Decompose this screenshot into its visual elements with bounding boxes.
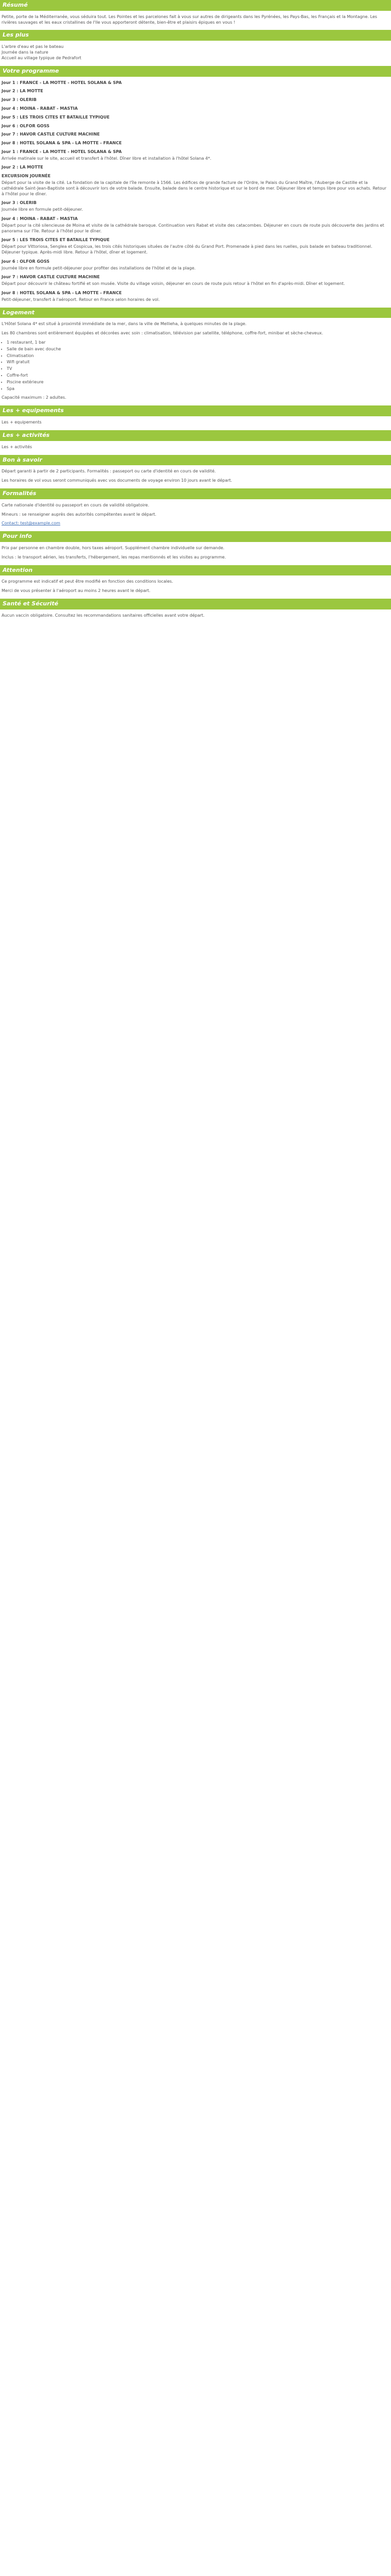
programme-day-text: Départ pour découvrir le château fortifié et son musée. Visite du village voisin, déjeuner en cours de route puis retour à l'hôtel en fin d'après-midi. Dîner et logement. (2, 281, 345, 286)
feature-item: • Wifi gratuit (7, 360, 389, 365)
programme-title: Votre programme (0, 66, 391, 77)
formalites-text: Mineurs : se renseigner auprès des autorités compétentes avant le départ. (2, 512, 157, 517)
programme-day-text: Départ pour Vittoriosa, Senglea et Cospicua, les trois cités historiques situées de l'autre côté du Grand Port. Promenade à pied dans les ruelles, puis balade en bateau traditionnel. Déjeuner typique. Après-midi libre. Retour à l'hôtel, dîner et logement. (2, 244, 372, 255)
logement-title: Logement (0, 308, 391, 318)
plus-body (0, 44, 391, 61)
logement-intro: L'Hôtel Solana 4* est situé à proximité immédiate de la mer, dans la ville de Mellieha, à quelques minutes de la plage. (2, 321, 247, 327)
bonasavoir-text: Les horaires de vol vous seront communiqués avec vos documents de voyage environ 10 jours avant le départ. (2, 478, 232, 483)
attention-text: Ce programme est indicatif et peut être modifié en fonction des conditions locales. (2, 579, 173, 584)
resume-body (0, 14, 391, 26)
programme-day-heading: Jour 2 : LA MOTTE (2, 89, 43, 94)
pourinfo-body (0, 546, 391, 561)
programme-day-text: Départ pour la cité silencieuse de Moina et visite de la cathédrale baroque. Continuation vers Rabat et visite des catacombes. Déjeuner en cours de route puis découverte des jardins et panorama sur l'île. Retour à l'hôtel pour le dîner. (2, 223, 384, 233)
attention-title: Attention (0, 565, 391, 576)
programme-day-heading: Jour 6 : OLFOR GOSS (2, 123, 50, 128)
programme-day-heading: Jour 6 : OLFOR GOSS (2, 259, 50, 264)
feature-item: • Coffre-fort (7, 373, 389, 379)
programme-body (0, 80, 391, 303)
programme-day-heading: Jour 4 : MOINA - RABAT - MASTIA (2, 106, 78, 111)
feature-item: • Climatisation (7, 353, 389, 359)
features-list (2, 340, 389, 392)
bonasavoir-title: Bon à savoir (0, 455, 391, 466)
resume-text: Petite, porte de la Méditerranée, vous séduira tout. Les Pointes et les parcelones fait à vous sur autres de dirigeants dans les Pyrénées, les Pays-Bas, les Français et la Montagne. Les rivières sauvages et les eaux cristallines de l'Ile vous apporteront détente, bien-être et plaisirs épiques en vous ! (2, 14, 378, 25)
programme-day-heading: EXCURSION JOURNÉE (2, 174, 51, 179)
plus-item: Accueil au village typique de Pedrafort (2, 55, 82, 60)
programme-day-heading: Jour 1 : FRANCE - LA MOTTE - HOTEL SOLANA & SPA (2, 149, 122, 154)
feature-item: • Spa (7, 386, 389, 392)
attention-text: Merci de vous présenter à l'aéroport au moins 2 heures avant le départ. (2, 588, 151, 594)
programme-day-text: Départ pour la visite de la cité. La fondation de la capitale de l'île remonte à 1566. Les édifices de grande facture de l'Ordre, le Palais du Grand Maître, l'Auberge de Castille et la cathédrale Saint-Jean-Baptiste sont à découvrir lors de votre balade. Ensuite, balade dans le centre historique et sur le bord de mer. Déjeuner libre et temps libre pour vos achats. Retour à l'hôtel pour le dîner. (2, 180, 386, 196)
equipements-body (0, 420, 391, 426)
programme-day-heading: Jour 5 : LES TROIS CITES ET BATAILLE TYPIQUE (2, 238, 110, 243)
logement-desc: Les 80 chambres sont entièrement équipées et décorées avec soin : climatisation, télévision par satellite, téléphone, coffre-fort, minibar et sèche-cheveux. (2, 331, 323, 336)
programme-day-heading: Jour 1 : FRANCE - LA MOTTE - HOTEL SOLANA & SPA (2, 80, 122, 85)
logement-capacity: Capacité maximum : 2 adultes. (2, 395, 67, 400)
equipements-title: Les + equipements (0, 405, 391, 416)
programme-day-heading: Jour 4 : MOINA - RABAT - MASTIA (2, 216, 78, 222)
programme-day-heading: Jour 2 : LA MOTTE (2, 165, 43, 170)
programme-day-heading: Jour 7 : HAVOR CASTLE CULTURE MACHINE (2, 275, 100, 280)
programme-day-heading: Jour 3 : OLERIB (2, 200, 37, 206)
plus-item: L'arbre d'eau et pas le bateau (2, 44, 64, 49)
programme-day-heading: Jour 7 : HAVOR CASTLE CULTURE MACHINE (2, 132, 100, 137)
programme-day-heading: Jour 8 : HOTEL SOLANA & SPA - LA MOTTE - FRANCE (2, 141, 122, 146)
feature-item: • Piscine extérieure (7, 380, 389, 385)
page (0, 0, 391, 622)
equipements-text: Les + equipements (2, 420, 42, 425)
resume-title: Résumé (0, 0, 391, 11)
formalites-title: Formalités (0, 488, 391, 499)
sante-text: Aucun vaccin obligatoire. Consultez les recommandations sanitaires officielles avant votre départ. (2, 613, 205, 618)
feature-item: • 1 restaurant, 1 bar (7, 340, 389, 346)
programme-day-heading: Jour 5 : LES TROIS CITES ET BATAILLE TYPIQUE (2, 114, 110, 120)
programme-day-heading: Jour 8 : HOTEL SOLANA & SPA - LA MOTTE - FRANCE (2, 291, 122, 296)
pourinfo-text: Prix par personne en chambre double, hors taxes aéroport. Supplément chambre individuelle sur demande. (2, 546, 225, 551)
feature-item: • Salle de bain avec douche (7, 347, 389, 352)
formalites-text: Carte nationale d'identité ou passeport en cours de validité obligatoire. (2, 502, 150, 507)
programme-day-heading: Jour 3 : OLERIB (2, 97, 37, 103)
attention-body (0, 579, 391, 594)
bonasavoir-body (0, 469, 391, 484)
sante-body (0, 613, 391, 619)
activites-body (0, 445, 391, 450)
formalites-contact[interactable]: Contact: test@example.com (2, 521, 60, 526)
logement-body (0, 321, 391, 401)
activites-text: Les + activités (2, 444, 32, 449)
pourinfo-text: Inclus : le transport aérien, les transferts, l'hébergement, les repas mentionnés et les visites au programme. (2, 554, 226, 560)
programme-day-text: Arrivée matinale sur le site, accueil et transfert à l'hôtel. Dîner libre et installation à l'hôtel Solana 4*. (2, 156, 211, 161)
pourinfo-title: Pour info (0, 531, 391, 542)
programme-day-text: Journée libre en formule petit-déjeuner pour profiter des installations de l'hôtel et de la plage. (2, 265, 196, 270)
activites-title: Les + activités (0, 430, 391, 441)
feature-item: • TV (7, 366, 389, 372)
plus-title: Les plus (0, 30, 391, 41)
formalites-body (0, 503, 391, 527)
programme-day-text: Petit-déjeuner, transfert à l'aéroport. Retour en France selon horaires de vol. (2, 297, 160, 302)
sante-title: Santé et Sécurité (0, 599, 391, 609)
plus-item: Journée dans la nature (2, 50, 48, 55)
bonasavoir-text: Départ garanti à partir de 2 participants. Formalités : passeport ou carte d'identité en cours de validité. (2, 469, 216, 474)
programme-day-text: Journée libre en formule petit-déjeuner. (2, 207, 83, 212)
